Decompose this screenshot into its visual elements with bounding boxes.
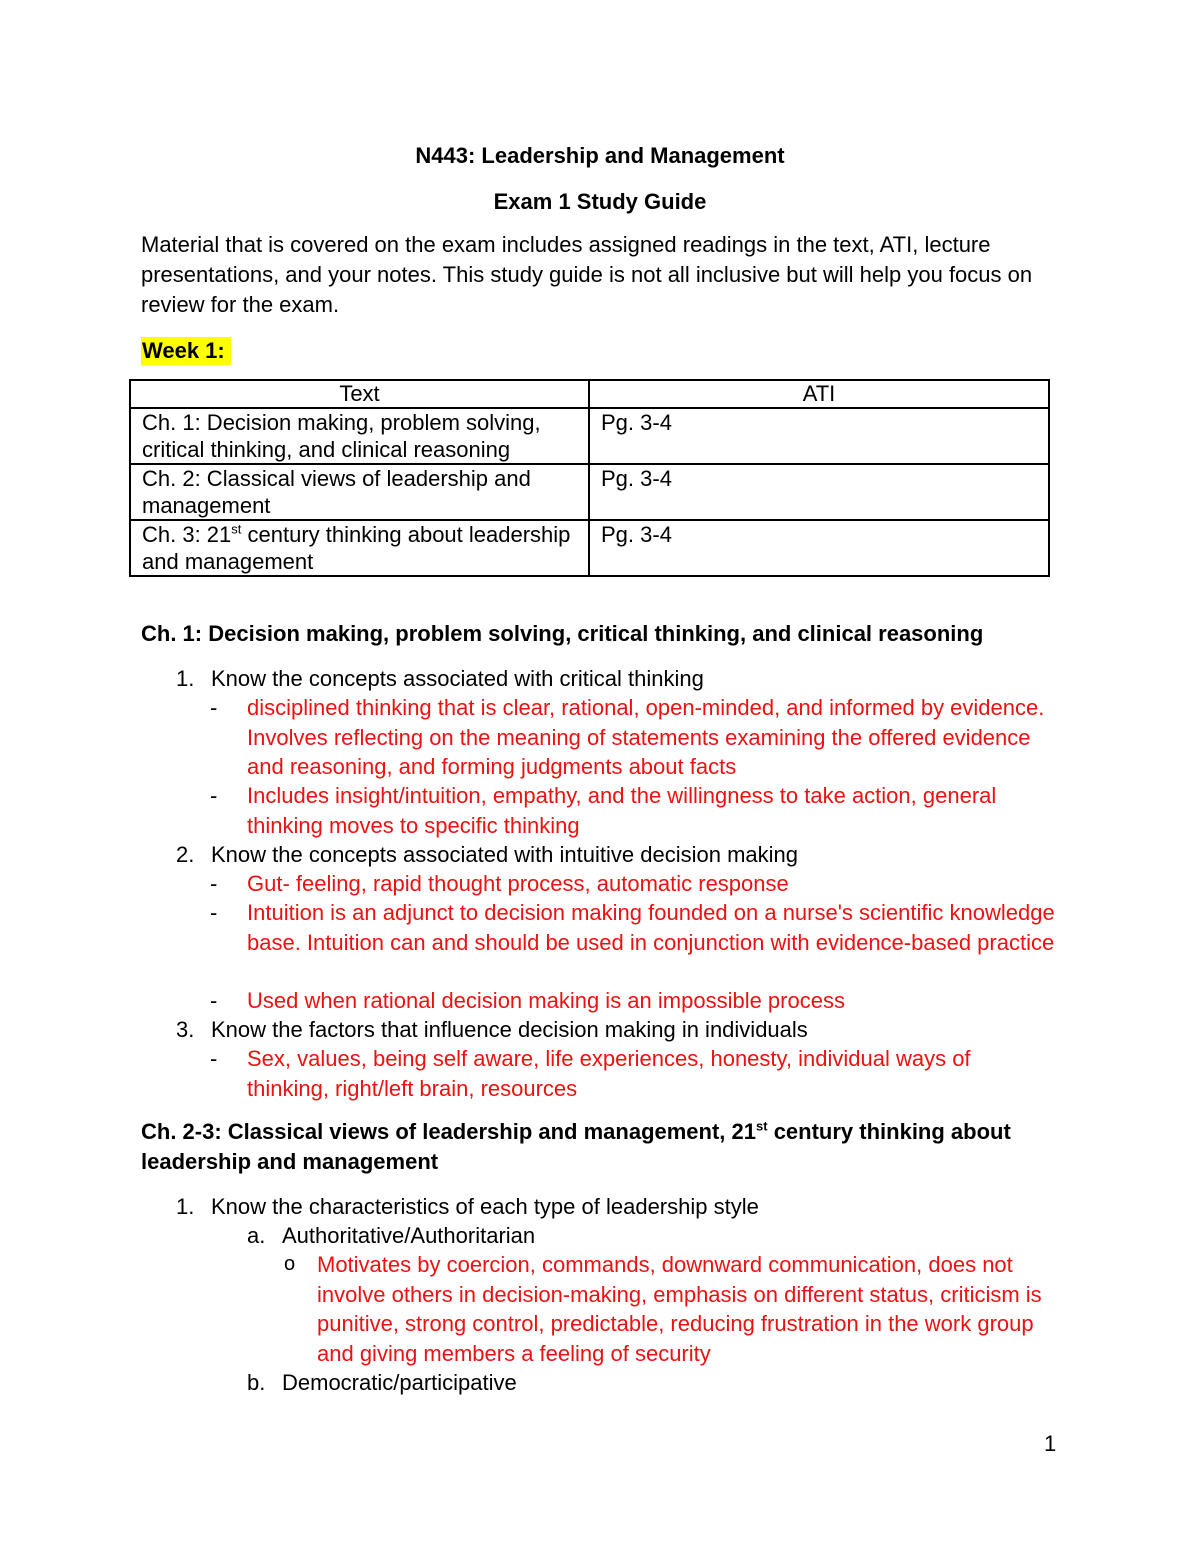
table-row bbox=[130, 520, 1049, 576]
bullet-dash: - bbox=[210, 988, 218, 1013]
list-number: 2. bbox=[176, 842, 195, 867]
subitem-text: Authoritative/Authoritarian bbox=[282, 1223, 536, 1248]
bullet-text: Motivates by coercion, commands, downward communication, does not involve others in decision-making, emphasis on different status, criticism is punitive, strong control, predictable, reducing frustration in the work group and giving members a feeling of security bbox=[317, 1252, 1042, 1366]
bullet-dash: - bbox=[210, 1046, 218, 1071]
bullet-text: disciplined thinking that is clear, rational, open-minded, and informed by evidence. Involves reflecting on the meaning of statements examining the offered evidence and reasoning, and forming judgments about facts bbox=[247, 695, 1045, 779]
subitem-letter: a. bbox=[247, 1223, 266, 1248]
cell-text-superscript: st bbox=[231, 521, 242, 537]
intro-paragraph: Material that is covered on the exam includes assigned readings in the text, ATI, lecture presentations, and your notes. This study guide is not all inclusive but will help you focus on review for the exam. bbox=[141, 232, 1033, 317]
subitem-letter: b. bbox=[247, 1370, 266, 1395]
table-row bbox=[130, 464, 1049, 520]
table-row bbox=[130, 408, 1049, 464]
table-cell-text: Ch. 1: Decision making, problem solving, critical thinking, and clinical reasoning bbox=[130, 408, 589, 464]
list-number: 1. bbox=[176, 1194, 195, 1219]
table-header-row bbox=[130, 380, 1049, 408]
cell-text-end: century thinking about leadership and management bbox=[142, 522, 571, 574]
heading-end: century thinking about leadership and management bbox=[141, 1119, 1011, 1174]
bullet-dash: - bbox=[210, 695, 218, 720]
document-title: N443: Leadership and Management bbox=[415, 143, 785, 168]
bullet-text: Used when rational decision making is an impossible process bbox=[247, 988, 845, 1013]
section-heading-ch1: Ch. 1: Decision making, problem solving, critical thinking, and clinical reasoning bbox=[141, 621, 984, 646]
bullet-text: Gut- feeling, rapid thought process, automatic response bbox=[247, 871, 789, 896]
subitem-text: Democratic/participative bbox=[282, 1370, 517, 1395]
bullet-text: Sex, values, being self aware, life experiences, honesty, individual ways of thinking, right/left brain, resources bbox=[247, 1046, 971, 1101]
bullet-text: Includes insight/intuition, empathy, and the willingness to take action, general thinking moves to specific thinking bbox=[247, 783, 997, 838]
document-subtitle: Exam 1 Study Guide bbox=[493, 189, 707, 214]
section-heading-ch2-3 bbox=[141, 1117, 1071, 1177]
table-cell-ati: Pg. 3-4 bbox=[589, 408, 1049, 464]
table-cell-text bbox=[130, 520, 589, 576]
bullet-text: Intuition is an adjunct to decision making founded on a nurse's scientific knowledge base. Intuition can and should be used in conjunction with evidence-based practice bbox=[247, 900, 1055, 955]
cell-text-start: Ch. 3: 21 bbox=[142, 522, 232, 547]
table-header-text: Text bbox=[130, 380, 589, 408]
readings-table bbox=[129, 379, 1050, 577]
table-cell-text: Ch. 2: Classical views of leadership and management bbox=[130, 464, 589, 520]
list-number: 1. bbox=[176, 666, 195, 691]
week-label: Week 1: bbox=[141, 337, 231, 365]
list-number: 3. bbox=[176, 1017, 195, 1042]
list-item-text: Know the characteristics of each type of leadership style bbox=[211, 1194, 759, 1219]
page-number: 1 bbox=[1044, 1431, 1057, 1456]
bullet-circle: o bbox=[284, 1253, 296, 1275]
heading-superscript: st bbox=[756, 1118, 768, 1134]
bullet-dash: - bbox=[210, 900, 218, 925]
table-header-ati: ATI bbox=[589, 380, 1049, 408]
bullet-dash: - bbox=[210, 783, 218, 808]
list-item-text: Know the concepts associated with intuitive decision making bbox=[211, 842, 798, 867]
list-item-text: Know the concepts associated with critical thinking bbox=[211, 666, 704, 691]
table-cell-ati: Pg. 3-4 bbox=[589, 520, 1049, 576]
list-item-text: Know the factors that influence decision making in individuals bbox=[211, 1017, 808, 1042]
bullet-dash: - bbox=[210, 871, 218, 896]
table-cell-ati: Pg. 3-4 bbox=[589, 464, 1049, 520]
heading-start: Ch. 2-3: Classical views of leadership and management, 21 bbox=[141, 1119, 757, 1144]
